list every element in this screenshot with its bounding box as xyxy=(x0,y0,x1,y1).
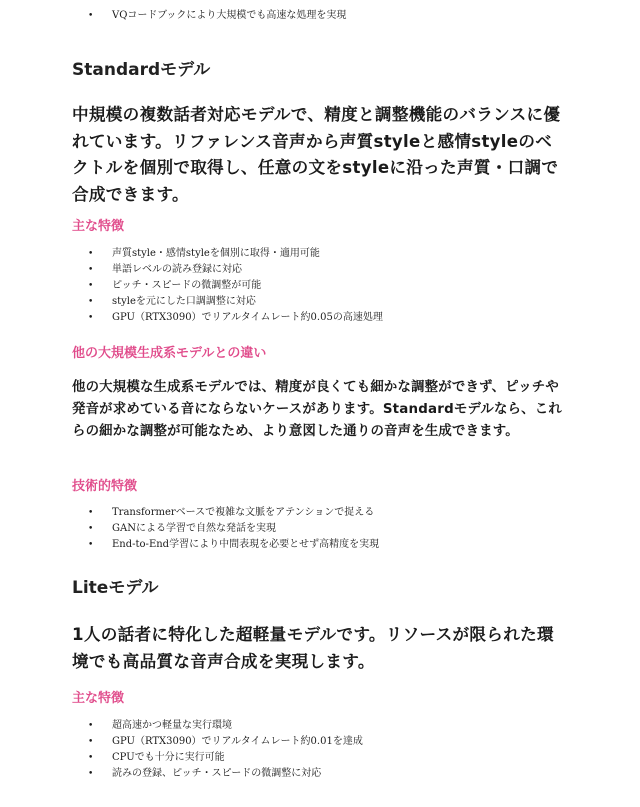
list-item-text: 声質style・感情styleを個別に取得・適用可能 xyxy=(112,248,320,259)
bullet-icon: • xyxy=(88,769,94,779)
bullet-icon: • xyxy=(88,297,94,307)
list-item xyxy=(0,766,640,782)
technical-features-block xyxy=(0,505,640,553)
list-item-text: 単語レベルの読み登録に対応 xyxy=(112,264,242,275)
list-item-text: ピッチ・スピードの微調整が可能 xyxy=(112,280,262,291)
list-item-text: End-to-End学習により中間表現を必要とせず高精度を実現 xyxy=(112,539,380,550)
list-item xyxy=(0,310,640,326)
list-item-text: GPU（RTX3090）でリアルタイムレート約0.01を達成 xyxy=(112,736,363,747)
top-bullet-list-block xyxy=(0,8,640,24)
standard-model-description: 中規模の複数話者対応モデルで、精度と調整機能のバランスに優れています。リファレンス音声から声質styleと感情styleのベクトルを個別で取得し、任意の文をstyleに沿った声質・口調で合成できます。 xyxy=(72,105,561,204)
list-item-text: CPUでも十分に実行可能 xyxy=(112,752,225,763)
list-item-text: styleを元にした口調調整に対応 xyxy=(112,296,256,307)
list-item xyxy=(0,278,640,294)
list-item xyxy=(0,734,640,750)
technical-features-list xyxy=(0,505,640,553)
standard-features-block xyxy=(0,246,640,326)
comparison-text: 他の大規模な生成系モデルでは、精度が良くても細かな調整ができず、ピッチや発音が求めている音にならないケースがあります。Standardモデルなら、これらの細かな調整が可能なため、より意図した通りの音声を生成できます。 xyxy=(72,380,562,439)
bullet-icon: • xyxy=(88,753,94,763)
standard-model-heading: Standardモデル xyxy=(72,60,211,80)
list-item-text: 読みの登録、ピッチ・スピードの微調整に対応 xyxy=(112,768,322,779)
bullet-icon: • xyxy=(88,737,94,747)
lite-features-list xyxy=(0,718,640,782)
lite-features-heading: 主な特徴 xyxy=(72,691,125,706)
bullet-icon: • xyxy=(88,524,94,534)
lite-model-description: 1人の話者に特化した超軽量モデルです。リソースが限られた環境でも高品質な音声合成を実現します。 xyxy=(72,625,554,671)
bullet-icon: • xyxy=(88,265,94,275)
list-item xyxy=(0,505,640,521)
lite-features-block xyxy=(0,718,640,782)
list-item-text: VQコードブックにより大規模でも高速な処理を実現 xyxy=(112,10,347,21)
list-item-text: Transformerベースで複雑な文脈をアテンションで捉える xyxy=(112,507,375,518)
bullet-icon: • xyxy=(88,249,94,259)
list-item xyxy=(0,294,640,310)
list-item xyxy=(0,262,640,278)
bullet-icon: • xyxy=(88,540,94,550)
list-item xyxy=(0,750,640,766)
bullet-icon: • xyxy=(88,313,94,323)
top-bullet-list xyxy=(0,8,640,24)
list-item xyxy=(0,521,640,537)
list-item xyxy=(0,8,640,24)
list-item-text: GANによる学習で自然な発話を実現 xyxy=(112,523,276,534)
list-item xyxy=(0,718,640,734)
technical-features-heading: 技術的特徴 xyxy=(72,479,138,494)
comparison-heading: 他の大規模生成系モデルとの違い xyxy=(72,346,267,361)
list-item-text: 超高速かつ軽量な実行環境 xyxy=(112,720,232,731)
bullet-icon: • xyxy=(88,721,94,731)
standard-features-heading: 主な特徴 xyxy=(72,219,125,234)
bullet-icon: • xyxy=(88,281,94,291)
list-item xyxy=(0,537,640,553)
lite-model-heading: Liteモデル xyxy=(72,578,159,598)
standard-features-list xyxy=(0,246,640,326)
bullet-icon: • xyxy=(88,11,94,21)
list-item-text: GPU（RTX3090）でリアルタイムレート約0.05の高速処理 xyxy=(112,312,383,323)
bullet-icon: • xyxy=(88,508,94,518)
list-item xyxy=(0,246,640,262)
